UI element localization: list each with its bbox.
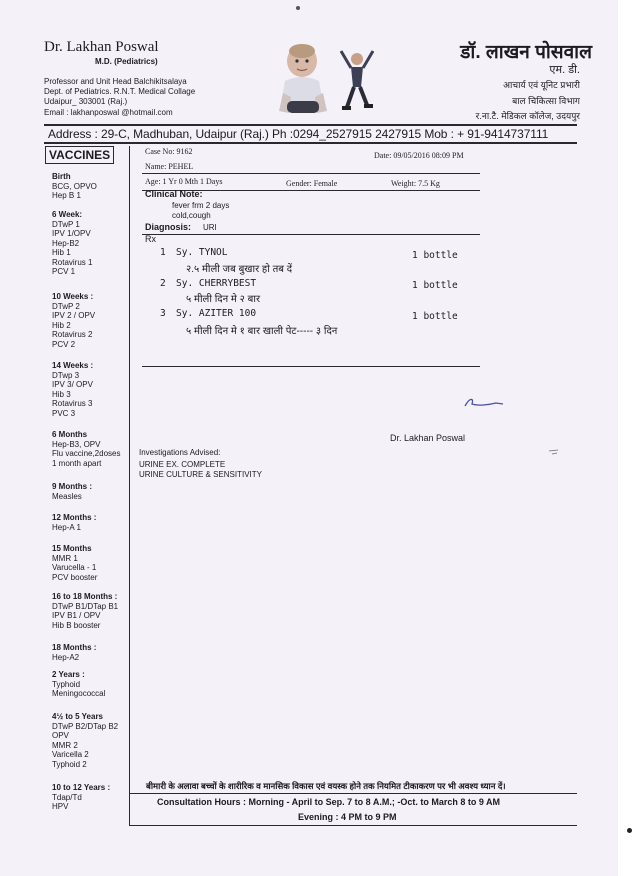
affiliation-en-1: Professor and Unit Head Balchikitsalaya xyxy=(44,77,187,86)
vaccine-item: Hib 3 xyxy=(52,389,71,399)
doctor-name-hi: डॉ. लाखन पोसवाल xyxy=(460,42,592,63)
vaccine-item: Meningococcal xyxy=(52,689,106,698)
vaccine-group-title: 6 Months xyxy=(52,430,88,439)
patient-rule-1 xyxy=(142,173,480,174)
vaccine-group xyxy=(52,643,96,662)
vaccine-item: PCV booster xyxy=(52,572,98,582)
rx-item-3-name: Sy. AZITER 100 xyxy=(176,308,257,319)
rx-end-rule xyxy=(142,366,480,367)
vaccine-group xyxy=(52,712,118,769)
signature-name: Dr. Lakhan Poswal xyxy=(390,433,466,443)
case-number: Case No: 9162 xyxy=(145,147,193,156)
diagnosis-value: URI xyxy=(203,223,217,232)
vaccine-item: DTwP B2/DTap B2 xyxy=(52,721,119,731)
vaccine-group-title: 6 Week: xyxy=(52,210,83,219)
affiliation-en-3: Udaipur_ 303001 (Raj.) xyxy=(44,97,128,106)
degree-en: M.D. (Pediatrics) xyxy=(95,57,158,66)
diagnosis-rule xyxy=(142,234,480,235)
vaccine-item: MMR 2 xyxy=(52,740,78,750)
rx-item-2-qty: 1 bottle xyxy=(412,280,458,291)
patient-gender: Gender: Female xyxy=(286,179,338,188)
diagnosis-label: Diagnosis: xyxy=(145,222,192,232)
vaccine-item: Varicella 2 xyxy=(52,750,89,759)
vaccine-item: Measles xyxy=(52,491,82,501)
consultation-hours-line-2: Evening : 4 PM to 9 PM xyxy=(298,812,397,822)
vaccine-item: Hib B booster xyxy=(52,620,101,630)
vaccine-item: IPV 1/OPV xyxy=(52,229,91,238)
baby-sitting-image xyxy=(277,41,329,117)
rx-item-2-dose: ५ मीली दिन मे २ बार xyxy=(186,294,261,305)
investigation-item-1: URINE EX. COMPLETE xyxy=(139,460,226,469)
vaccine-item: Hep-B3, OPV xyxy=(52,439,101,449)
vaccine-item: Varucella - 1 xyxy=(52,563,97,572)
vaccine-item: Typhoid 2 xyxy=(52,759,87,769)
affiliation-en-2: Dept. of Pediatrics. R.N.T. Medical Collage xyxy=(44,87,196,96)
vaccine-group-title: 16 to 18 Months : xyxy=(52,592,118,601)
vaccines-title: VACCINES xyxy=(45,146,114,164)
clinical-note-line-1: fever frm 2 days xyxy=(172,201,230,210)
vaccine-item: Tdap/Td xyxy=(52,792,82,802)
sidebar-divider xyxy=(129,146,130,826)
vaccine-item: Hib 1 xyxy=(52,248,71,257)
rx-item-3-qty: 1 bottle xyxy=(412,311,458,322)
visit-date: Date: 09/05/2016 08:09 PM xyxy=(374,151,464,160)
rx-item-1-number: 1 xyxy=(160,247,166,258)
affiliation-hi-3: र.ना.टै. मेडिकल कॉलेज, उदयपुर xyxy=(475,111,580,121)
vaccine-group xyxy=(52,783,110,812)
clinical-note-line-2: cold,cough xyxy=(172,211,211,220)
vaccine-item: HPV xyxy=(52,802,69,811)
vaccine-group xyxy=(52,592,118,630)
page-edge-dot xyxy=(627,828,632,833)
vaccine-item: DTwP 2 xyxy=(52,301,80,311)
rx-item-1-dose: २.५ मीली जब बुखार हो तब दें xyxy=(186,264,293,275)
vaccine-group-title: 10 to 12 Years : xyxy=(52,783,111,792)
child-jumping-image xyxy=(337,47,377,115)
patient-name: Name: PEHEL xyxy=(145,162,194,171)
affiliation-hi-2: बाल चिकित्सा विभाग xyxy=(512,96,580,106)
vaccine-item: OPV xyxy=(52,731,69,740)
vaccine-item: BCG, OPVO xyxy=(52,181,97,191)
scan-edge xyxy=(618,0,640,876)
investigation-item-2: URINE CULTURE & SENSITIVITY xyxy=(139,470,262,479)
degree-hi: एम. डी. xyxy=(549,64,580,76)
investigations-label: Investigations Advised: xyxy=(139,448,221,457)
vaccine-group xyxy=(52,513,96,532)
footer-hindi-note: बीमारी के अलावा बच्चों के शारीरिक व मानसिक विकास एवं वयस्क होने तक नियमित टीकाकरण पर भी अवश्य ध्यान दें। xyxy=(146,781,506,791)
address-bottom-rule xyxy=(44,142,577,144)
vaccine-item: PVC 3 xyxy=(52,408,76,418)
patient-age: Age: 1 Yr 0 Mth 1 Days xyxy=(145,177,223,186)
vaccine-group-title: 12 Months : xyxy=(52,513,97,522)
margin-mark xyxy=(548,448,560,456)
vaccine-group-title: 4½ to 5 Years xyxy=(52,712,103,721)
vaccine-group xyxy=(52,670,105,699)
vaccine-item: 1 month apart xyxy=(52,458,102,468)
consultation-hours-line-1: Consultation Hours : Morning - April to Sep. 7 to 8 A.M.; -Oct. to March 8 to 9 AM xyxy=(157,797,500,807)
vaccine-group-title: 18 Months : xyxy=(52,643,97,652)
vaccine-item: Hep-A2 xyxy=(52,652,80,662)
rx-item-3-number: 3 xyxy=(160,308,166,319)
rx-item-1-name: Sy. TYNOL xyxy=(176,247,228,258)
vaccine-group-title: 15 Months xyxy=(52,544,92,553)
vaccine-item: IPV 3/ OPV xyxy=(52,380,93,389)
vaccine-group xyxy=(52,210,92,277)
vaccine-item: MMR 1 xyxy=(52,553,78,563)
address-top-rule xyxy=(44,124,577,126)
rx-item-2-number: 2 xyxy=(160,278,166,289)
vaccine-group xyxy=(52,430,120,468)
vaccine-item: IPV B1 / OPV xyxy=(52,611,101,620)
vaccine-group xyxy=(52,292,95,349)
vaccine-item: Flu vaccine,2doses xyxy=(52,449,121,458)
rx-item-2-name: Sy. CHERRYBEST xyxy=(176,278,257,289)
vaccine-item: DTwP B1/DTap B1 xyxy=(52,601,119,611)
rx-label: Rx xyxy=(145,234,156,244)
signature-scribble xyxy=(462,394,506,412)
vaccine-item: PCV 1 xyxy=(52,267,76,276)
vaccine-item: Typhoid xyxy=(52,679,81,689)
vaccine-item: Rotavirus 2 xyxy=(52,330,93,339)
vaccine-item: Rotavirus 1 xyxy=(52,257,93,267)
vaccine-group xyxy=(52,482,92,501)
vaccine-item: Hep-A 1 xyxy=(52,522,81,532)
vaccine-group-title: 14 Weeks : xyxy=(52,361,94,370)
vaccine-item: PCV 2 xyxy=(52,339,76,349)
footer-rule-1 xyxy=(130,793,577,794)
vaccine-group xyxy=(52,361,93,418)
vaccine-group-title: Birth xyxy=(52,172,71,181)
vaccine-item: IPV 2 / OPV xyxy=(52,311,96,320)
email-line: Email : lakhanposwal @hotmail.com xyxy=(44,108,173,117)
rx-item-3-dose: ५ मीली दिन मे १ बार खाली पेट----- ३ दिन xyxy=(186,326,338,337)
corner-speck xyxy=(296,6,300,10)
footer-rule-2 xyxy=(130,825,577,826)
vaccine-item: DTwP 1 xyxy=(52,219,80,229)
vaccine-group xyxy=(52,172,97,201)
vaccine-item: Hep-B2 xyxy=(52,238,80,248)
vaccine-item: Hep B 1 xyxy=(52,191,81,200)
vaccine-item: Hib 2 xyxy=(52,320,71,330)
doctor-name-en: Dr. Lakhan Poswal xyxy=(44,39,159,55)
vaccine-group-title: 2 Years : xyxy=(52,670,85,679)
vaccine-group-title: 9 Months : xyxy=(52,482,92,491)
patient-weight: Weight: 7.5 Kg xyxy=(391,179,440,188)
vaccine-group-title: 10 Weeks : xyxy=(52,292,94,301)
vaccine-item: DTwp 3 xyxy=(52,370,80,380)
vaccine-group xyxy=(52,544,97,582)
rx-item-1-qty: 1 bottle xyxy=(412,250,458,261)
clinical-note-label: Clinical Note: xyxy=(145,189,203,199)
affiliation-hi-1: आचार्य एवं यूनिट प्रभारी xyxy=(503,80,580,90)
address-line: Address : 29-C, Madhuban, Udaipur (Raj.) Ph :0294_2527915 2427915 Mob : + 91-9414737111 xyxy=(48,127,549,141)
vaccine-item: Rotavirus 3 xyxy=(52,399,93,408)
